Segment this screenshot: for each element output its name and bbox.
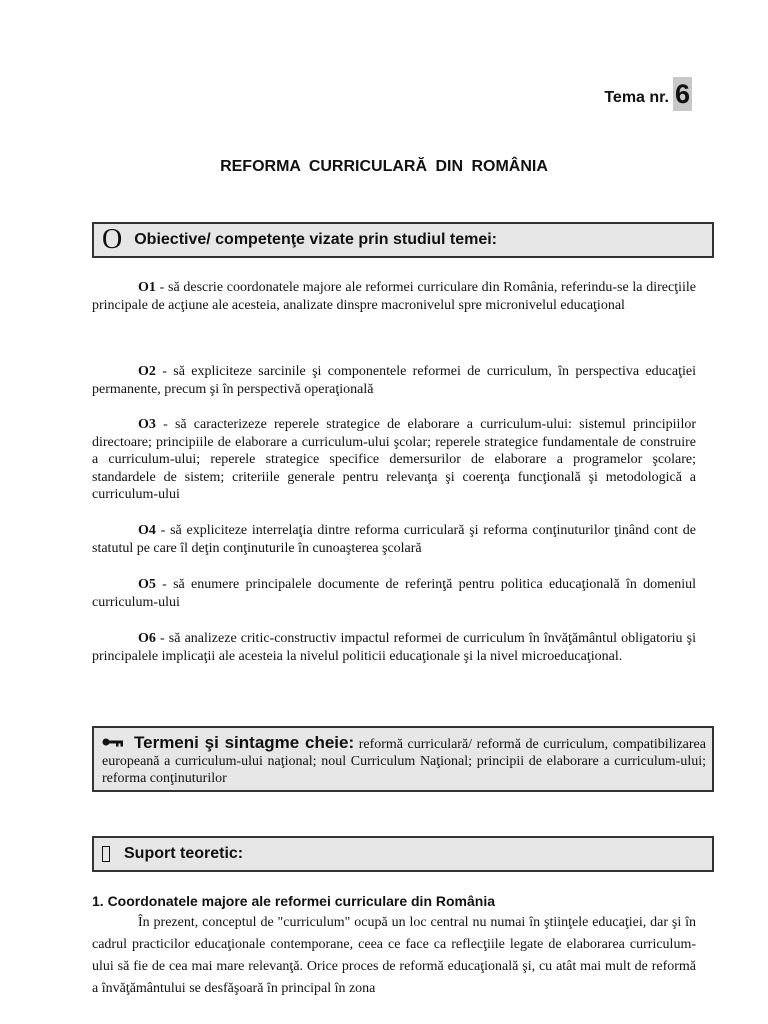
key-terms-box xyxy=(92,726,714,792)
objective-4 xyxy=(92,522,696,557)
key-terms-heading: Termeni şi sintagme cheie: xyxy=(134,733,355,752)
objective-text: - să expliciteze interrelaţia dintre reforma curriculară şi reforma conţinuturilor ţinând cont de statutul pe care îl deţin conţinuturile în cunoaşterea şcolară xyxy=(92,523,696,556)
objective-text: - să analizeze critic-constructiv impactul reformei de curriculum în învăţământul obligatoriu şi principalele implicaţii ale acesteia la nivelul politicii educaţionale şi la nivel microeducaţional. xyxy=(92,631,696,664)
objective-3 xyxy=(92,416,696,504)
objective-text: - să caracterizeze reperele strategice de elaborare a curriculum-ului: sistemul principiilor directoare; principiile de elaborare a curriculum-ului şcolar; reperele strategice fundamentale de construire a curriculum-ului; reperele strategice specifice demersurilor de elaborare a programelor şcolare; standardele de sistem; criteriile generale pentru relevanţa şi coerenţa funcţională şi metodologică a curriculum-ului xyxy=(92,417,696,502)
section-heading: 1. Coordonatele majore ale reformei curriculare din România xyxy=(92,893,496,909)
theory-support-heading: Suport teoretic: xyxy=(124,845,244,862)
key-icon xyxy=(102,735,124,745)
objective-code: O4 xyxy=(138,523,156,538)
topic-number xyxy=(604,75,692,111)
objective-2 xyxy=(92,363,696,398)
objective-text: - să descrie coordonatele majore ale reformei curriculare din România, referindu-se la direcţiile principale de acţiune ale acesteia, analizate dinspre macronivelul spre micronivelul educaţional xyxy=(92,280,696,313)
objectives-box xyxy=(92,222,714,258)
objectives-heading: Obiective/ competenţe vizate prin studiul temei: xyxy=(134,231,497,248)
theory-support-box xyxy=(92,836,714,872)
objective-text: - să enumere principalele documente de referinţă pentru politica educaţională în domeniul curriculum-ului xyxy=(92,577,696,610)
topic-label: Tema nr. xyxy=(604,89,669,106)
book-icon xyxy=(102,846,110,862)
objective-6 xyxy=(92,630,696,665)
objective-code: O1 xyxy=(138,280,156,295)
objective-code: O5 xyxy=(138,577,156,592)
topic-number-value: 6 xyxy=(674,79,690,109)
objective-code: O3 xyxy=(138,417,156,432)
objective-text: - să expliciteze sarcinile şi componentele reformei de curriculum, în perspectiva educaţiei permanente, precum şi în perspectivă operaţională xyxy=(92,364,696,397)
objective-code: O2 xyxy=(138,364,156,379)
key-terms-text: reformă curriculară/ reformă de curriculum, compatibilizarea europeană a curriculum-ului naţional; noul Curriculum Naţional; principii de elaborare a curriculum-ului; reforma conţinuturilor xyxy=(102,737,706,786)
objective-1 xyxy=(92,279,696,314)
objective-code: O6 xyxy=(138,631,156,646)
objective-5 xyxy=(92,576,696,611)
section-paragraph: În prezent, conceptul de "curriculum" ocupă un loc central nu numai în ştiinţele educaţiei, dar şi în cadrul practicilor educaţionale contemporane, ceea ce face ca reflecţiile legate de elaborarea curriculum-ului să fie de cea mai mare relevanţă. Orice proces de reformă educaţională şi, cu atât mai mult de reformă a învăţământului se desfăşoară în principal în zona xyxy=(92,915,696,996)
objectives-letter: O xyxy=(102,224,123,255)
page-title: REFORMA CURRICULARĂ DIN ROMÂNIA xyxy=(220,158,548,175)
